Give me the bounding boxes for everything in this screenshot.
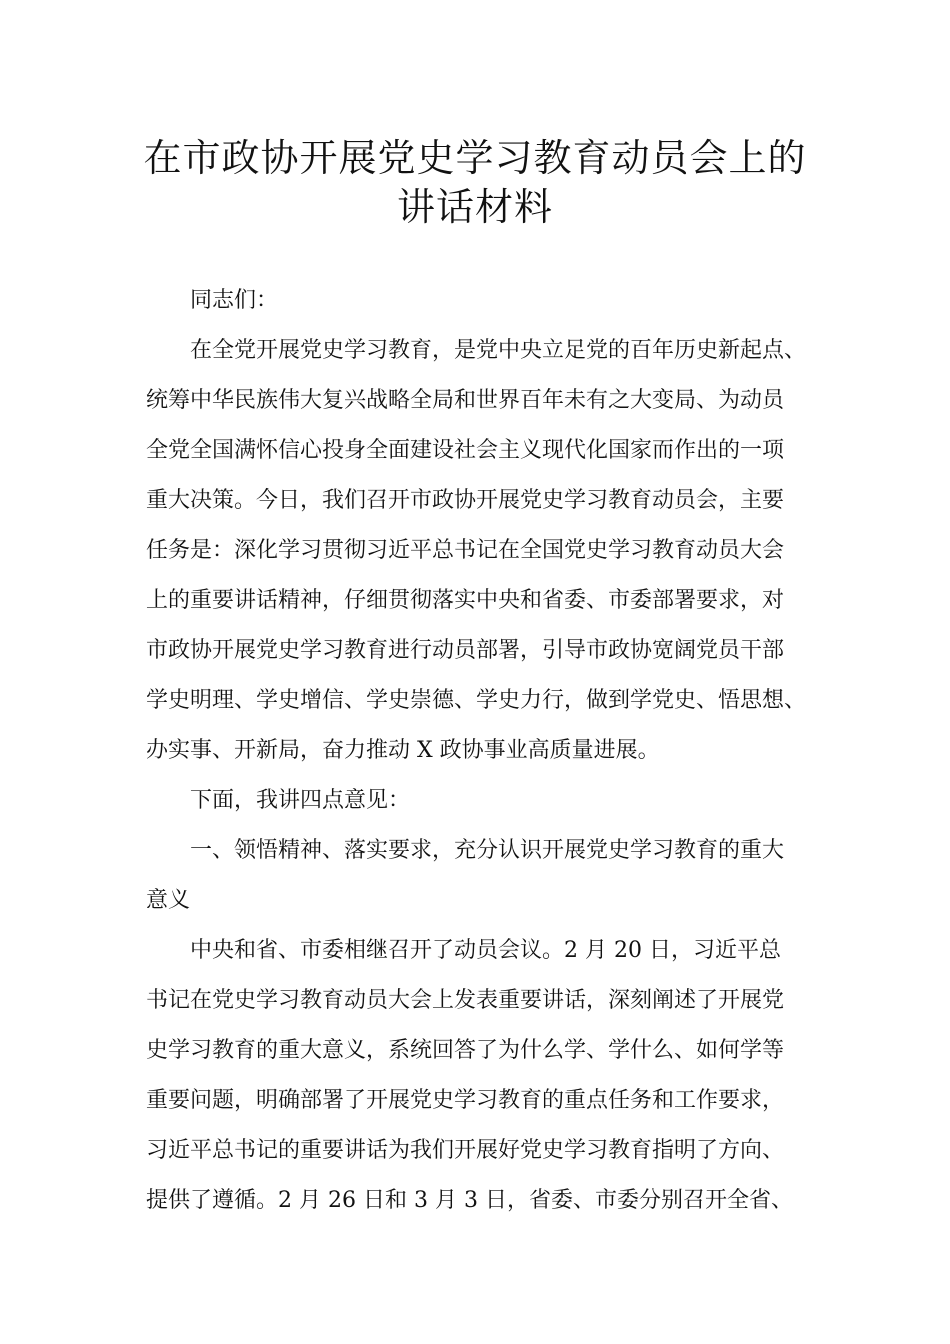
- document-title-line-2: 讲话材料: [396, 185, 553, 229]
- paragraph-line: 任务是：深化学习贯彻习近平总书记在全国党史学习教育动员大会: [146, 538, 785, 563]
- paragraph-line: 市政协开展党史学习教育进行动员部署，引导市政协宽阔党员干部: [146, 638, 785, 663]
- paragraph-line: 史学习教育的重大意义，系统回答了为什么学、学什么、如何学等: [146, 1038, 785, 1063]
- section-heading-line: 一、领悟精神、落实要求，充分认识开展党史学习教育的重大: [190, 838, 785, 863]
- paragraph-line: 统筹中华民族伟大复兴战略全局和世界百年未有之大变局、为动员: [146, 388, 785, 413]
- paragraph-line: 中央和省、市委相继召开了动员会议。2 月 20 日，习近平总: [190, 938, 781, 963]
- paragraph-line: 在全党开展党史学习教育，是党中央立足党的百年历史新起点、: [190, 338, 807, 363]
- paragraph-line: 重要问题，明确部署了开展党史学习教育的重点任务和工作要求，: [146, 1088, 785, 1113]
- paragraph-line: 重大决策。今日，我们召开市政协开展党史学习教育动员会，主要: [146, 488, 785, 513]
- paragraph-line: 全党全国满怀信心投身全面建设社会主义现代化国家而作出的一项: [146, 438, 785, 463]
- paragraph-line: 办实事、开新局，奋力推动 X 政协事业高质量进展。: [146, 738, 660, 763]
- paragraph-line: 提供了遵循。2 月 26 日和 3 月 3 日，省委、市委分别召开全省、: [146, 1188, 793, 1213]
- document-title-line-1: 在市政协开展党史学习教育动员会上的: [143, 136, 807, 180]
- paragraph-line: 学史明理、学史增信、学史崇德、学史力行，做到学党史、悟思想、: [146, 688, 807, 713]
- paragraph-line: 书记在党史学习教育动员大会上发表重要讲话，深刻阐述了开展党: [146, 988, 785, 1013]
- section-heading-line: 意义: [146, 888, 191, 913]
- salutation: 同志们：: [190, 288, 279, 313]
- paragraph-line: 下面，我讲四点意见：: [190, 788, 411, 813]
- paragraph-line: 习近平总书记的重要讲话为我们开展好党史学习教育指明了方向、: [146, 1138, 785, 1163]
- paragraph-line: 上的重要讲话精神，仔细贯彻落实中央和省委、市委部署要求，对: [146, 588, 785, 613]
